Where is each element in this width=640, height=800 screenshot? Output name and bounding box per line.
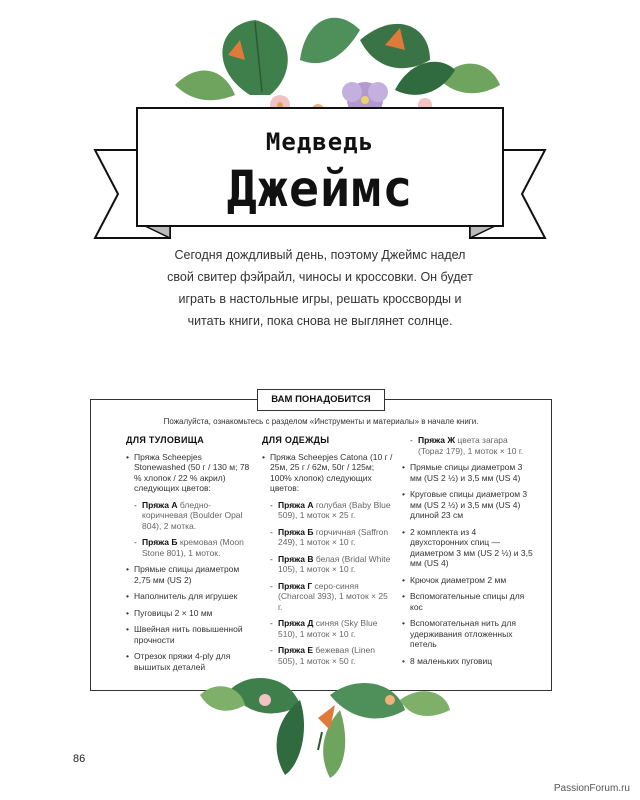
yarn-description: белая (Bridal White 105), 1 моток × 10 г. xyxy=(278,553,391,574)
yarn-label: Пряжа Б xyxy=(142,537,178,547)
list-item: • Крючок диаметром 2 мм xyxy=(402,575,534,586)
materials-column-tools xyxy=(402,435,534,672)
yarn-description: горчичная (Saffron 249), 1 моток × 10 г. xyxy=(278,526,389,547)
yarn-item xyxy=(262,645,394,666)
intro-paragraph xyxy=(150,244,490,332)
list-item: • Наполнитель для игрушек xyxy=(126,591,254,602)
yarn-description: голубая (Baby Blue 509), 1 моток × 25 г. xyxy=(278,499,391,520)
list-item: • 2 комплекта из 4 двухсторонних спиц — диаметром 3 мм (US 2 ½) и 3,5 мм (US 4) xyxy=(402,527,534,569)
yarn-item xyxy=(262,500,394,521)
intro-line: свой свитер фэйрайл, чиносы и кроссовки. Он будет xyxy=(167,270,473,284)
palm-leaf-icon xyxy=(230,678,405,775)
list-item: • Вспомогательные спицы для кос xyxy=(402,591,534,612)
list-item: • Вспомогательная нить для удерживания отложенных петель xyxy=(402,618,534,650)
list-item: • Отрезок пряжи 4-ply для вышитых деталей xyxy=(126,651,254,672)
yarn-label: Пряжа Б xyxy=(278,526,314,537)
yarn-item xyxy=(262,618,394,639)
materials-column-body xyxy=(126,435,254,678)
yarn-description: бежевая (Linen 505), 1 моток × 50 г. xyxy=(278,645,375,666)
yarn-label: Пряжа Е xyxy=(278,645,314,655)
bottom-foliage-illustration xyxy=(0,670,640,780)
yarn-description: бледно-коричневая (Boulder Opal 804), 2 мотка. xyxy=(142,499,243,531)
yarn-item xyxy=(262,581,394,613)
list-item: • Пряжа Scheepjes Stonewashed (50 г / 130 м; 78 % хлопок / 22 % акрил) следующих цветов: xyxy=(126,452,254,494)
list-item: • Прямые спицы диаметром 3 мм (US 2 ½) и 3,5 мм (US 4) xyxy=(402,462,534,483)
list-item: • Круговые спицы диаметром 3 мм (US 2 ½) и 3,5 мм (US 4) длиной 23 см xyxy=(402,489,534,521)
yarn-item xyxy=(402,435,534,456)
yarn-description: цвета загара (Topaz 179), 1 моток × 10 г. xyxy=(418,435,524,456)
page-number: 86 xyxy=(73,753,86,765)
yarn-label: Пряжа Д xyxy=(278,618,314,628)
list-item: • Пряжа Scheepjes Catona (10 г / 25м, 25 г / 62м, 50г / 125м; 100% хлопок) следующих цветов: xyxy=(262,452,394,494)
yarn-description: синяя (Sky Blue 510), 1 моток × 10 г. xyxy=(278,618,378,639)
yarn-label: Пряжа Ж xyxy=(418,435,456,445)
materials-note: Пожалуйста, ознакомьтесь с разделом «Инструменты и материалы» в начале книги. xyxy=(163,417,479,426)
list-item: • Пуговицы 2 × 10 мм xyxy=(126,608,254,619)
materials-column-clothes xyxy=(262,435,394,672)
yarn-item xyxy=(262,527,394,548)
yarn-label: Пряжа Г xyxy=(278,580,313,591)
yarn-item xyxy=(262,554,394,575)
materials-box-header: ВАМ ПОНАДОБИТСЯ xyxy=(257,389,385,411)
title-line-small: Медведь xyxy=(265,128,375,156)
yarn-item xyxy=(126,500,254,532)
watermark-text: PassionForum.ru xyxy=(553,783,630,794)
list-item: • Швейная нить повышенной прочности xyxy=(126,624,254,645)
column-heading: ДЛЯ ОДЕЖДЫ xyxy=(262,435,330,445)
yarn-label: Пряжа А xyxy=(278,499,314,510)
title-line-big: Джеймс xyxy=(226,160,414,218)
list-item: • Прямые спицы диаметром 2,75 мм (US 2) xyxy=(126,564,254,585)
yarn-label: Пряжа А xyxy=(142,499,178,510)
yarn-description: кремовая (Moon Stone 801), 1 моток. xyxy=(142,537,244,558)
intro-line: читать книги, пока снова не выглянет солнце. xyxy=(187,314,453,328)
intro-line: играть в настольные игры, решать кроссворды и xyxy=(178,292,462,306)
yarn-label: Пряжа В xyxy=(278,553,314,564)
column-heading: ДЛЯ ТУЛОВИЩА xyxy=(126,435,205,445)
intro-line: Сегодня дождливый день, поэтому Джеймс надел xyxy=(174,248,466,262)
yarn-description: серо-синяя (Charcoal 393), 1 моток × 25 г. xyxy=(278,580,388,612)
fern-leaf-icon xyxy=(200,686,450,778)
list-item: • 8 маленьких пуговиц xyxy=(402,656,534,667)
yarn-item xyxy=(126,537,254,558)
